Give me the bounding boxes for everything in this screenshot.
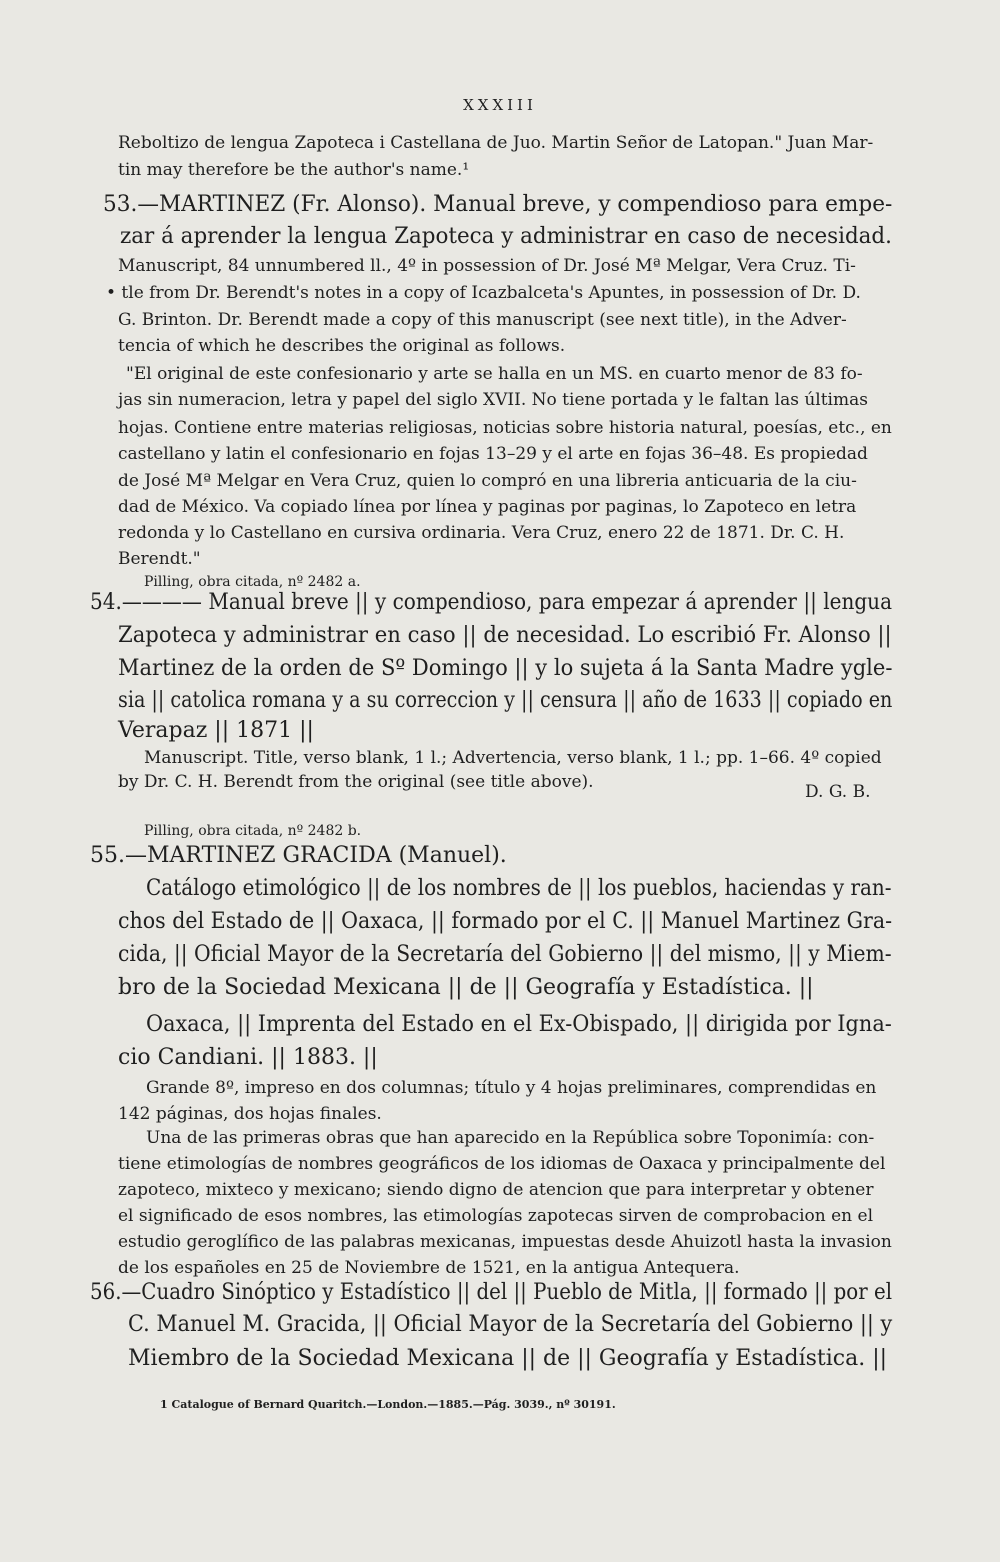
text-line: chos del Estado de || Oaxaca, || formado por el C. || Manuel Martinez Gra- xyxy=(118,909,893,934)
text-line: Zapoteca y administrar en caso || de necesidad. Lo escribió Fr. Alonso || xyxy=(118,623,892,648)
text-line: by Dr. C. H. Berendt from the original (see title above). xyxy=(118,772,594,792)
text-line: Reboltizo de lengua Zapoteca i Castellana de Juo. Martin Señor de Latopan." Juan Mar- xyxy=(118,133,874,153)
text-line: zapoteco, mixteco y mexicano; siendo digno de atencion que para interpretar y obtener xyxy=(118,1180,874,1200)
text-line: Pilling, obra citada, nº 2482 b. xyxy=(144,823,362,839)
text-line: 54.———— Manual breve || y compendioso, para empezar á aprender || lengua xyxy=(90,590,893,615)
text-line: de los españoles en 25 de Noviembre de 1521, en la antigua Antequera. xyxy=(118,1258,740,1278)
text-line: C. Manuel M. Gracida, || Oficial Mayor de la Secretaría del Gobierno || y xyxy=(128,1312,893,1337)
text-line: castellano y latin el confesionario en fojas 13–29 y el arte en fojas 36–48. Es propiedad xyxy=(118,444,868,464)
text-line: de José Mª Melgar en Vera Cruz, quien lo compró en una libreria anticuaria de la ciu- xyxy=(118,471,857,491)
page-number: XXXIII xyxy=(463,96,537,114)
text-line: redonda y lo Castellano en cursiva ordinaria. Vera Cruz, enero 22 de 1871. Dr. C. H. xyxy=(118,523,845,543)
text-line: D. G. B. xyxy=(805,782,871,802)
text-line: 56.—Cuadro Sinóptico y Estadístico || del || Pueblo de Mitla, || formado || por el xyxy=(90,1280,893,1305)
text-line: tin may therefore be the author's name.¹ xyxy=(118,160,470,180)
text-line: "El original de este confesionario y arte se halla en un MS. en cuarto menor de 83 fo- xyxy=(126,364,863,384)
text-line: cio Candiani. || 1883. || xyxy=(118,1045,378,1070)
text-line: Verapaz || 1871 || xyxy=(118,718,314,743)
text-line: tiene etimologías de nombres geográficos de los idiomas de Oaxaca y principalmente del xyxy=(118,1154,886,1174)
text-line: Oaxaca, || Imprenta del Estado en el Ex-Obispado, || dirigida por Igna- xyxy=(146,1012,892,1037)
text-line: 53.—MARTINEZ (Fr. Alonso). Manual breve, y compendioso para empe- xyxy=(103,192,893,217)
text-line: Pilling, obra citada, nº 2482 a. xyxy=(144,574,361,590)
text-line: bro de la Sociedad Mexicana || de || Geografía y Estadística. || xyxy=(118,975,814,1000)
text-line: 1 Catalogue of Bernard Quaritch.—London.—1885.—Pág. 3039., nº 30191. xyxy=(160,1398,616,1411)
text-line: Catálogo etimológico || de los nombres de || los pueblos, haciendas y ran- xyxy=(146,876,892,901)
text-line: sia || catolica romana y a su correccion y || censura || año de 1633 || copiado en xyxy=(118,688,893,713)
text-line: dad de México. Va copiado línea por línea y paginas por paginas, lo Zapoteco en letra xyxy=(118,497,857,517)
text-line: hojas. Contiene entre materias religiosas, noticias sobre historia natural, poesías, etc., en xyxy=(118,418,892,438)
text-line: Berendt." xyxy=(118,549,201,569)
text-line: estudio geroglífico de las palabras mexicanas, impuestas desde Ahuizotl hasta la invasion xyxy=(118,1232,892,1252)
text-line: Martinez de la orden de Sº Domingo || y lo sujeta á la Santa Madre ygle- xyxy=(118,656,893,681)
text-line: • tle from Dr. Berendt's notes in a copy of Icazbalceta's Apuntes, in possession of Dr. D. xyxy=(106,283,861,303)
text-line: Miembro de la Sociedad Mexicana || de || Geografía y Estadística. || xyxy=(128,1346,888,1371)
text-line: 142 páginas, dos hojas finales. xyxy=(118,1104,382,1124)
text-line: Manuscript. Title, verso blank, 1 l.; Advertencia, verso blank, 1 l.; pp. 1–66. 4º copied xyxy=(144,748,882,768)
text-line: Manuscript, 84 unnumbered ll., 4º in possession of Dr. José Mª Melgar, Vera Cruz. Ti- xyxy=(118,256,856,276)
text-line: 55.—MARTINEZ GRACIDA (Manuel). xyxy=(90,843,507,868)
text-line: G. Brinton. Dr. Berendt made a copy of this manuscript (see next title), in the Adver- xyxy=(118,310,847,330)
text-line: Grande 8º, impreso en dos columnas; título y 4 hojas preliminares, comprendidas en xyxy=(146,1078,877,1098)
text-line: tencia of which he describes the original as follows. xyxy=(118,336,566,356)
text-line: Una de las primeras obras que han aparecido en la República sobre Toponimía: con- xyxy=(146,1128,875,1148)
text-line: zar á aprender la lengua Zapoteca y administrar en caso de necesidad. xyxy=(120,224,892,249)
text-line: el significado de esos nombres, las etimologías zapotecas sirven de comprobacion en el xyxy=(118,1206,874,1226)
text-line: jas sin numeracion, letra y papel del siglo XVII. No tiene portada y le faltan las últimas xyxy=(118,390,868,410)
text-line: cida, || Oficial Mayor de la Secretaría del Gobierno || del mismo, || y Miem- xyxy=(118,942,892,967)
